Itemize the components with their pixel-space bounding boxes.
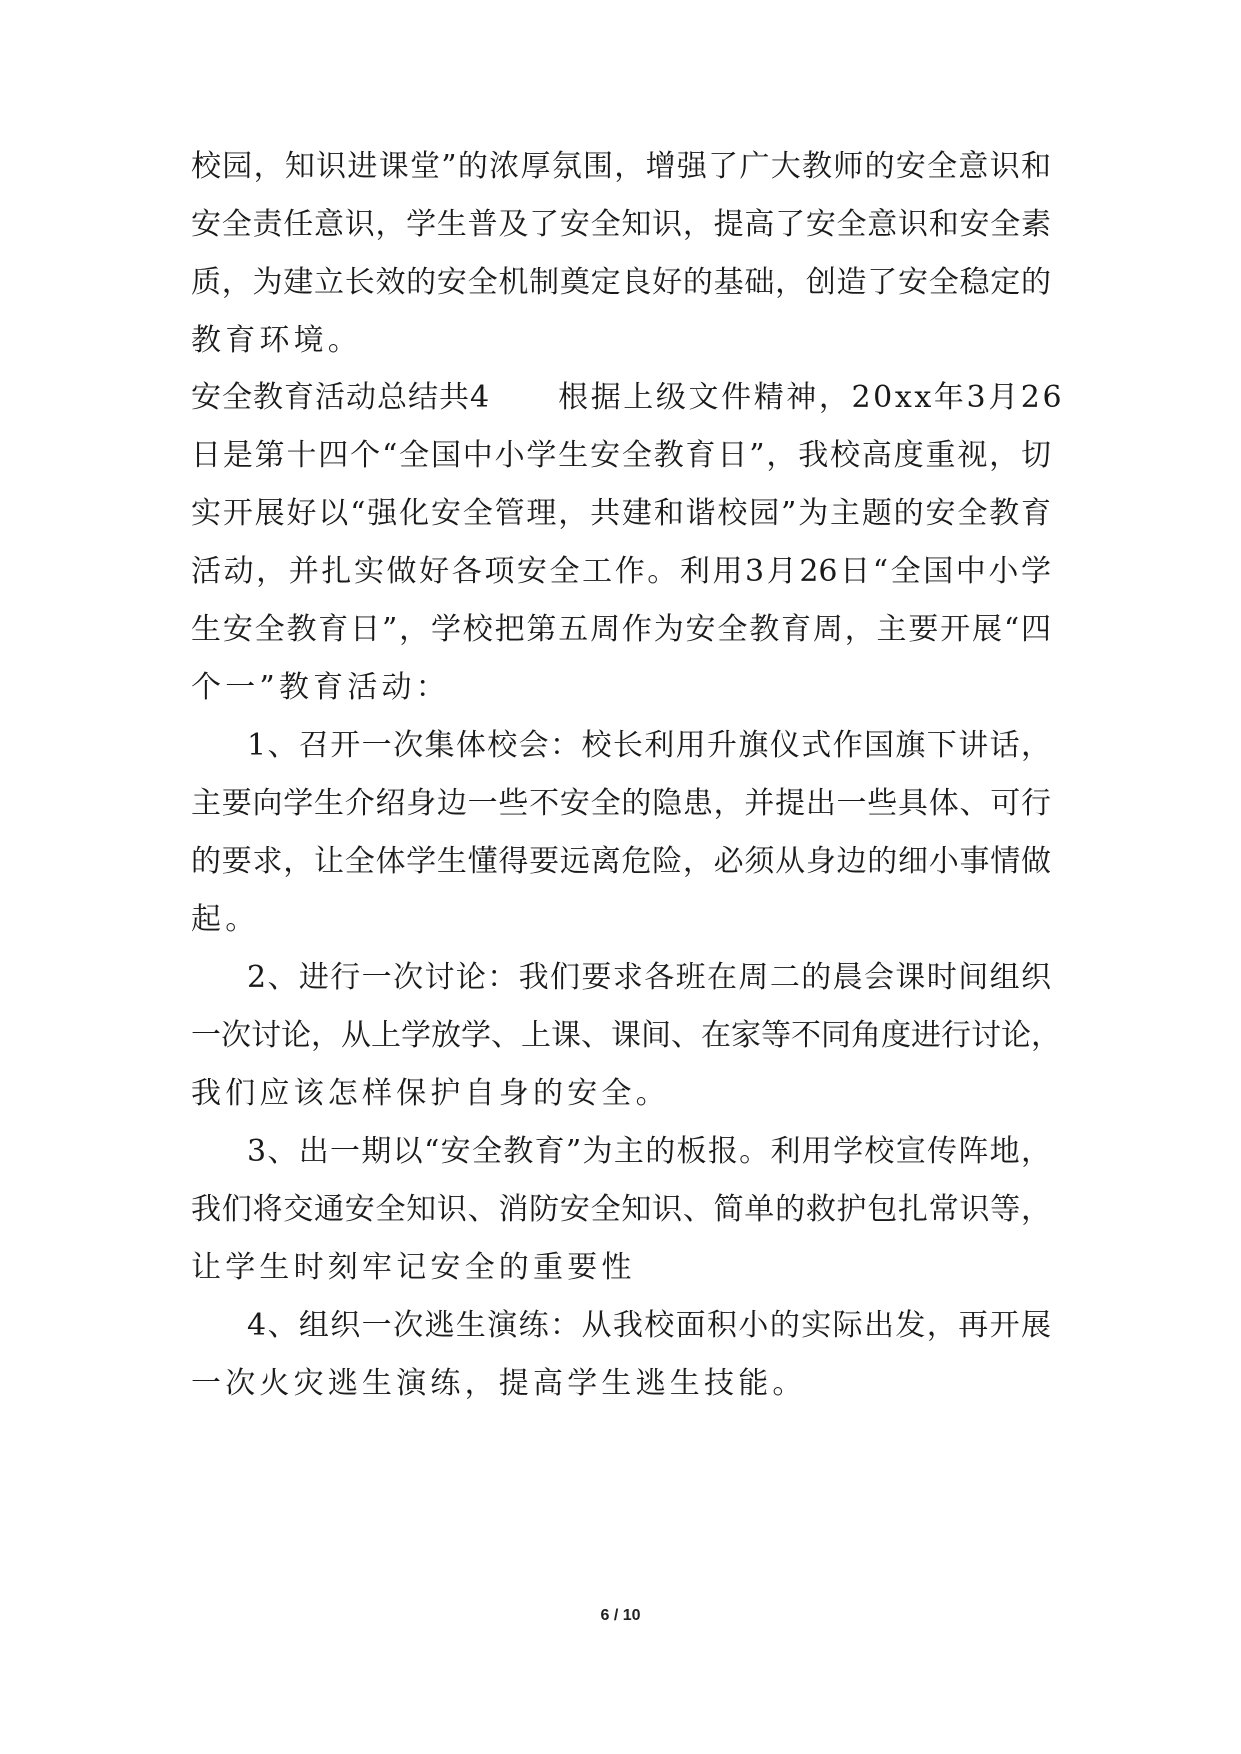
body-line: 我们应该怎样保护自身的安全。 [191,1076,670,1111]
list-item-2-line: 2、进行一次讨论：我们要求各班在周二的晨会课时间组织 [247,960,1051,995]
body-line: 活动，并扎实做好各项安全工作。利用3月26日“全国中小学 [191,554,1051,589]
body-line: 起。 [191,902,260,937]
body-line: 的要求，让全体学生懂得要远离危险，必须从身边的细小事情做 [191,844,1051,879]
body-line: 实开展好以“强化安全管理，共建和谐校园”为主题的安全教育 [191,496,1051,531]
body-line: 生安全教育日”，学校把第五周作为安全教育周，主要开展“四 [191,612,1051,647]
body-line: 一次讨论，从上学放学、上课、课间、在家等不同角度进行讨论， [191,1018,1061,1053]
list-item-1-line: 1、召开一次集体校会：校长利用升旗仪式作国旗下讲话， [247,728,1051,763]
body-line: 一次火灾逃生演练，提高学生逃生技能。 [191,1366,807,1401]
body-line: 让学生时刻牢记安全的重要性 [191,1250,636,1285]
body-line: 主要向学生介绍身边一些不安全的隐患，并提出一些具体、可行 [191,786,1051,821]
body-line: 质，为建立长效的安全机制奠定良好的基础，创造了安全稳定的 [191,265,1051,300]
body-line: 日是第十四个“全国中小学生安全教育日”，我校高度重视，切 [191,438,1051,473]
page-number: 6 / 10 [600,1607,641,1624]
section-heading: 安全教育活动总结共4 [191,380,491,415]
body-line: 安全责任意识，学生普及了安全知识，提高了安全意识和安全素 [191,207,1051,242]
body-line: 教育环境。 [191,323,362,358]
section-heading-line [191,378,1065,418]
list-item-3-line: 3、出一期以“安全教育”为主的板报。利用学校宣传阵地， [247,1134,1051,1169]
body-line: 校园，知识进课堂”的浓厚氛围，增强了广大教师的安全意识和 [191,149,1051,184]
list-item-4-line: 4、组织一次逃生演练：从我校面积小的实际出发，再开展 [247,1308,1051,1343]
section-heading-continuation: 根据上级文件精神，20xx年3月26 [558,380,1065,415]
body-line: 我们将交通安全知识、消防安全知识、简单的救护包扎常识等， [191,1192,1051,1227]
body-line: 个一”教育活动： [191,670,450,705]
